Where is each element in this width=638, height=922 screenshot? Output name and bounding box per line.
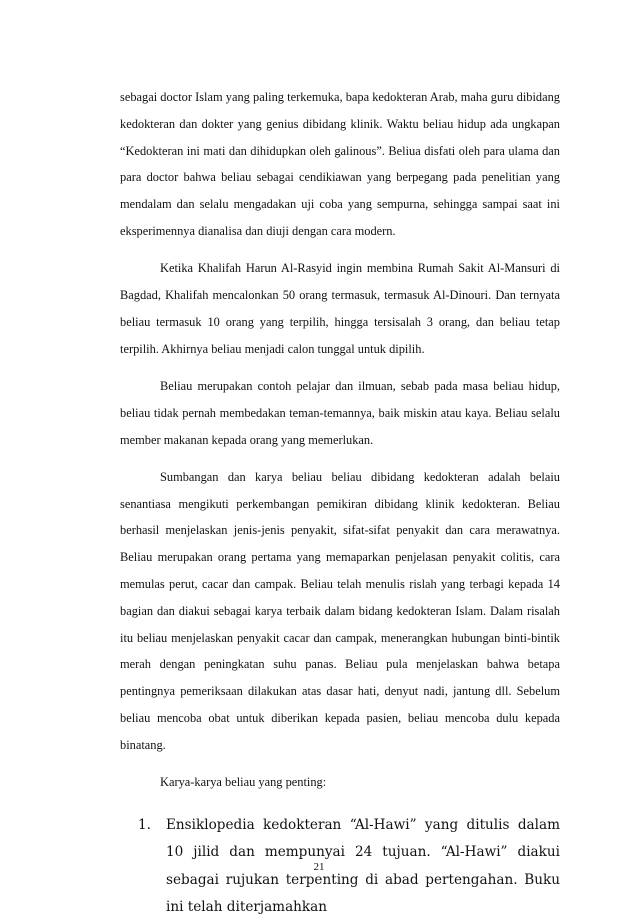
paragraph-3: Beliau merupakan contoh pelajar dan ilmuan, sebab pada masa beliau hidup, beliau tidak pernah membedakan teman-temannya, baik miskin atau kaya. Beliau selalu member makanan kepada orang yang memerlukan. xyxy=(120,378,560,447)
paragraph-4: Sumbangan dan karya beliau beliau dibidang kedokteran adalah belaiu senantiasa mengikuti perkembangan pemikiran dibidang klinik kedokteran. Beliau berhasil menjelaskan jenis-jenis penyakit, sifat-sifat penyakit dan cara merawatnya. Beliau merupakan orang pertama yang memaparkan penjelasan penyakit colitis, cara memulas perut, cacar dan campak. Beliau telah menulis rislah yang terbagi kepada 14 bagian dan diakui sebagai karya terbaik dalam bidang kedokteran Islam. Dalam risalah itu beliau menjelaskan penyakit cacar dan campak, menerangkan hubungan binti-bintik merah dengan peningkatan suhu panas. Beliau pula menjelaskan bahwa betapa pentingnya pemeriksaan dilakukan atas dasar hati, denyut nadi, jantung dll. Sebelum beliau mencoba obat untuk diberikan kepada pasien, beliau mencoba dulu kepada binatang. xyxy=(120,469,560,752)
paragraph-5: Karya-karya beliau yang penting: xyxy=(160,775,327,790)
paragraph-2: Ketika Khalifah Harun Al-Rasyid ingin membina Rumah Sakit Al-Mansuri di Bagdad, Khalifah mencalonkan 50 orang termasuk, termasuk Al-Dinouri. Dan ternyata beliau termasuk 10 orang yang terpilih, hingga tersisalah 3 orang, dan beliau tetap terpilih. Akhirnya beliau menjadi calon tunggal untuk dipilih. xyxy=(120,261,560,356)
page-number: 21 xyxy=(313,861,325,873)
document-page xyxy=(120,84,560,922)
list-item-number: 1. xyxy=(138,816,151,833)
paragraph-1: sebagai doctor Islam yang paling terkemuka, bapa kedokteran Arab, maha guru dibidang kedokteran dan dokter yang genius dibidang klinik. Waktu beliau hidup ada ungkapan “Kedokteran ini mati dan dihidupkan oleh galinous”. Beliua disfati oleh para ulama dan para doctor bahwa beliau sebagai cendikiawan yang berpegang pada penelitian yang mendalam dan selalu mengadakan uji coba yang sempurna, sehingga sampai saat ini eksperimennya dianalisa dan diuji dengan cara modern. xyxy=(120,90,560,238)
list-item-text: Ensiklopedia kedokteran “Al-Hawi” yang ditulis dalam 10 jilid dan mempunyai 24 tujuan. “Al-Hawi” diakui sebagai rujukan terpenting di abad pertengahan. Buku ini telah diterjamahkan xyxy=(166,816,560,916)
